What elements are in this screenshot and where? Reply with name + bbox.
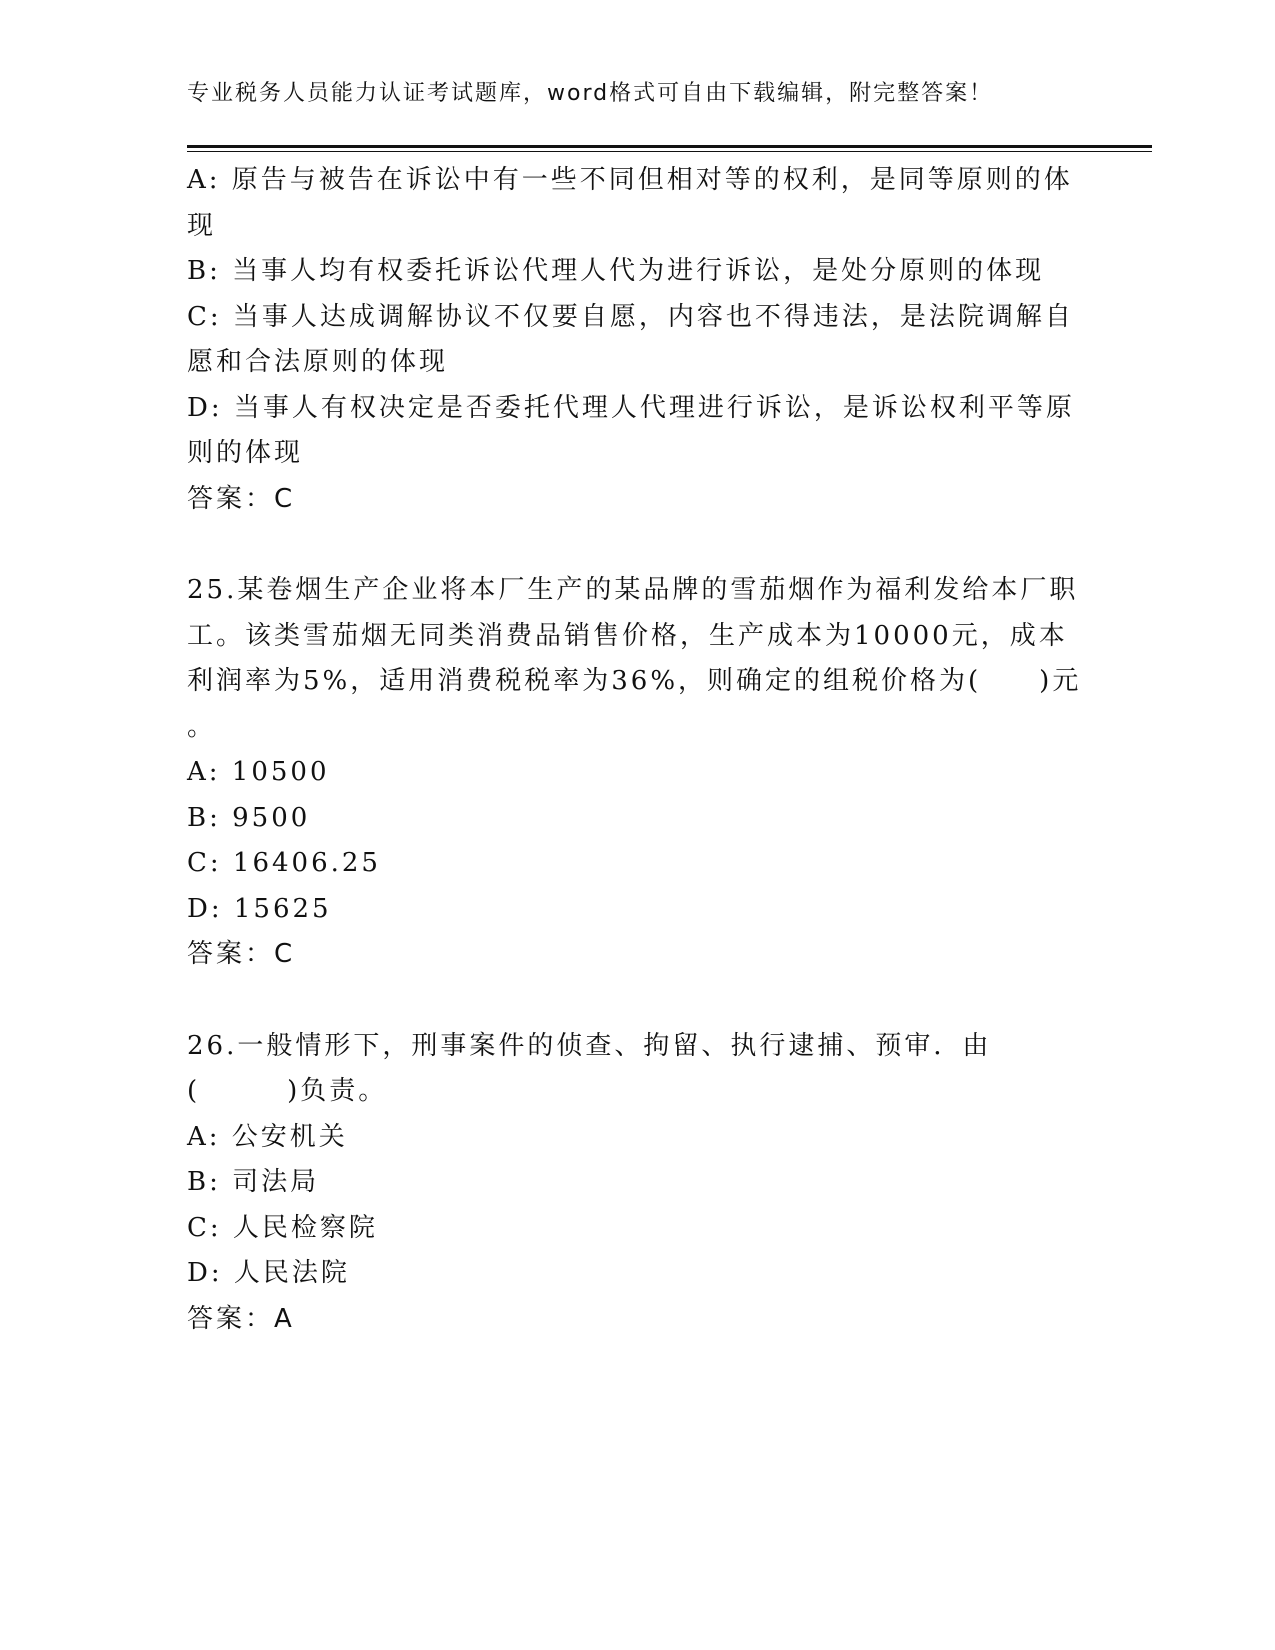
question-stem-line: 26.一般情形下，刑事案件的侦查、拘留、执行逮捕、预审．由 bbox=[187, 1030, 992, 1061]
option-line: C: 当事人达成调解协议不仅要自愿，内容也不得违法，是法院调解自 bbox=[187, 301, 1074, 332]
option-line: C: 16406.25 bbox=[187, 848, 381, 878]
option-line: B: 当事人均有权委托诉讼代理人代为进行诉讼，是处分原则的体现 bbox=[187, 256, 1045, 286]
option-line: 愿和合法原则的体现 bbox=[187, 347, 449, 377]
document-body bbox=[187, 158, 1087, 1342]
option-line: C: 人民检察院 bbox=[187, 1212, 378, 1243]
option-line: D: 人民法院 bbox=[187, 1258, 350, 1288]
header-rule-thick bbox=[187, 145, 1152, 148]
option-line: A: 10500 bbox=[187, 757, 330, 787]
option-line: 则的体现 bbox=[187, 438, 304, 468]
option-line: A: 原告与被告在诉讼中有一些不同但相对等的权利，是同等原则的体 bbox=[187, 165, 1073, 195]
header-rule-thin bbox=[187, 151, 1152, 152]
answer-line: 答案：C bbox=[187, 939, 296, 969]
answer-line: 答案：A bbox=[187, 1303, 295, 1334]
option-line: 现 bbox=[187, 210, 217, 241]
answer-line: 答案：C bbox=[187, 483, 296, 514]
question-stem-line: 利润率为5%，适用消费税税率为36%，则确定的组税价格为( )元 bbox=[187, 666, 1082, 696]
page-header: 专业税务人员能力认证考试题库，word格式可自由下载编辑，附完整答案！ bbox=[187, 81, 994, 106]
question-24-continued bbox=[187, 158, 1087, 522]
option-line: B: 9500 bbox=[187, 802, 311, 833]
question-stem-line: 。 bbox=[187, 711, 217, 742]
option-line: A: 公安机关 bbox=[187, 1121, 348, 1152]
question-stem-line: 工。该类雪茄烟无同类消费品销售价格，生产成本为10000元，成本 bbox=[187, 620, 1068, 651]
question-stem-line: ( )负责。 bbox=[187, 1076, 388, 1106]
option-line: B: 司法局 bbox=[187, 1167, 320, 1197]
option-line: D: 15625 bbox=[187, 893, 332, 924]
question-25 bbox=[187, 568, 1087, 978]
question-stem-line: 25.某卷烟生产企业将本厂生产的某品牌的雪茄烟作为福利发给本厂职 bbox=[187, 575, 1079, 605]
question-26 bbox=[187, 1024, 1087, 1343]
option-line: D: 当事人有权决定是否委托代理人代理进行诉讼，是诉讼权利平等原 bbox=[187, 392, 1075, 423]
